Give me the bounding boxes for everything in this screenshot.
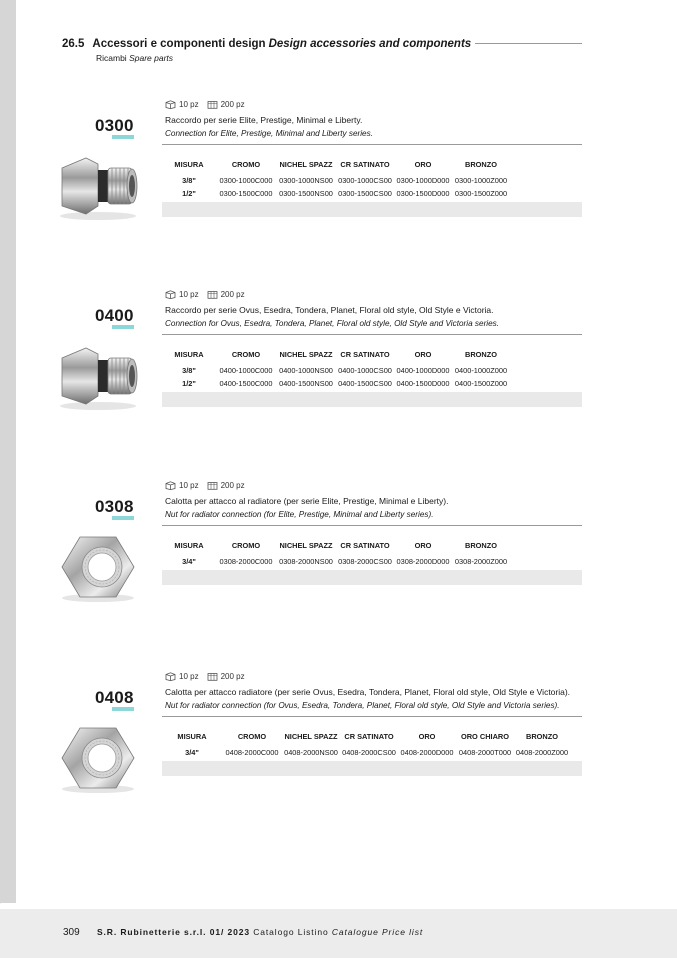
table-row	[162, 746, 582, 759]
table-cell: 0300-1500Z000	[454, 189, 508, 198]
pack-large-qty: 200 pz	[220, 481, 245, 490]
header-rule	[475, 43, 582, 44]
product-description-en: Nut for radiator connection (for Elite, Prestige, Minimal and Liberty series).	[165, 510, 434, 519]
table-header-row	[162, 539, 582, 552]
product-description-en: Nut for radiator connection (for Ovus, Esedra, Tondera, Planet, Floral old style, Old Style and Victoria series).	[165, 701, 560, 710]
description-rule	[162, 334, 582, 335]
table-cell: 0400-1500D000	[396, 379, 450, 388]
table-header-cell: CR SATINATO	[340, 350, 390, 359]
pack-large-qty: 200 pz	[220, 290, 245, 299]
carton-icon	[207, 100, 218, 109]
table-header-cell: BRONZO	[464, 350, 498, 359]
product-0300	[0, 100, 677, 270]
product-description: Raccordo per serie Elite, Prestige, Minimal e Liberty.	[165, 115, 363, 125]
description-rule	[162, 525, 582, 526]
table-cell: 0400-1000CS00	[338, 366, 392, 375]
table-row	[162, 555, 582, 568]
table-header-cell: NICHEL SPAZZ	[279, 541, 333, 550]
table-cell: 1/2"	[182, 379, 196, 388]
table-header-cell: CROMO	[237, 732, 267, 741]
product-description-en: Connection for Elite, Prestige, Minimal and Liberty series.	[165, 129, 373, 138]
box-icon	[165, 481, 176, 490]
table-header-cell: CR SATINATO	[340, 541, 390, 550]
pack-large-qty: 200 pz	[220, 672, 245, 681]
box-icon	[165, 100, 176, 109]
table-header-cell: CR SATINATO	[344, 732, 394, 741]
product-code: 0400	[95, 306, 134, 325]
table-header-cell: MISURA	[174, 541, 204, 550]
table-cell: 3/4"	[182, 557, 196, 566]
price-table	[162, 348, 582, 407]
product-code: 0408	[95, 688, 134, 707]
box-icon	[165, 672, 176, 681]
product-description-en: Connection for Ovus, Esedra, Tondera, Planet, Floral old style, Old Style and Victoria series.	[165, 319, 500, 328]
table-header-cell: NICHEL SPAZZ	[279, 350, 333, 359]
box-icon	[165, 290, 176, 299]
table-cell: 0300-1500NS00	[279, 189, 333, 198]
product-description: Raccordo per serie Ovus, Esedra, Tondera, Planet, Floral old style, Old Style e Victoria.	[165, 305, 494, 315]
table-header-cell: CROMO	[231, 160, 261, 169]
table-header-row	[162, 348, 582, 361]
left-strip-corner	[0, 880, 16, 904]
table-header-cell: BRONZO	[464, 541, 498, 550]
product-0400	[0, 290, 677, 460]
carton-icon	[207, 481, 218, 490]
table-header-cell: BRONZO	[525, 732, 559, 741]
description-rule	[162, 144, 582, 145]
footer-catalog: Catalogo Listino	[253, 927, 329, 937]
table-cell: 0400-1000D000	[396, 366, 450, 375]
table-header-cell: ORO	[414, 350, 432, 359]
table-cell: 0300-1500CS00	[338, 189, 392, 198]
table-header-cell: ORO CHIARO	[460, 732, 510, 741]
packaging-info	[165, 481, 245, 490]
table-header-row	[162, 158, 582, 171]
table-cell: 0400-1500CS00	[338, 379, 392, 388]
table-cell: 0408-2000D000	[400, 748, 454, 757]
table-cell: 0300-1000D000	[396, 176, 450, 185]
table-cell: 0400-1500NS00	[279, 379, 333, 388]
product-description: Calotta per attacco radiatore (per serie Ovus, Esedra, Tondera, Planet, Floral old style, Old Style e Victoria).	[165, 687, 571, 697]
table-cell: 0408-2000CS00	[342, 748, 396, 757]
product-photo	[52, 340, 144, 412]
table-cell: 0300-1000NS00	[279, 176, 333, 185]
table-cell: 0308-2000CS00	[338, 557, 392, 566]
table-cell: 0408-2000C000	[225, 748, 279, 757]
table-header-cell: CR SATINATO	[340, 160, 390, 169]
footer-edition: 01/ 2023	[209, 927, 250, 937]
table-row	[162, 174, 582, 187]
carton-icon	[207, 290, 218, 299]
table-cell: 0408-2000T000	[458, 748, 512, 757]
table-header-cell: ORO	[418, 732, 436, 741]
packaging-info	[165, 100, 245, 109]
section-title: Accessori e componenti design	[92, 38, 266, 50]
table-shaded-row	[162, 202, 582, 217]
table-cell: 0308-2000C000	[219, 557, 273, 566]
table-cell: 3/4"	[185, 748, 199, 757]
footer-catalog-en: Catalogue Price list	[331, 927, 424, 937]
table-cell: 0300-1000CS00	[338, 176, 392, 185]
description-rule	[162, 716, 582, 717]
pack-small-qty: 10 pz	[179, 100, 199, 109]
footer-company: S.R. Rubinetterie s.r.l.	[96, 927, 207, 937]
page-number: 309	[63, 927, 80, 938]
table-shaded-row	[162, 392, 582, 407]
table-cell: 0300-1500C000	[219, 189, 273, 198]
product-photo	[52, 531, 144, 603]
table-row	[162, 377, 582, 390]
section-title-en: Design accessories and components	[268, 38, 472, 50]
table-header-cell: NICHEL SPAZZ	[279, 160, 333, 169]
packaging-info	[165, 290, 245, 299]
table-header-cell: BRONZO	[464, 160, 498, 169]
product-0408	[0, 672, 677, 842]
table-cell: 0300-1500D000	[396, 189, 450, 198]
table-header-cell: CROMO	[231, 350, 261, 359]
subtitle-it: Ricambi	[96, 53, 127, 63]
table-cell: 0308-2000NS00	[279, 557, 333, 566]
page-footer	[0, 909, 677, 958]
section-subtitle	[62, 53, 582, 63]
table-cell: 0400-1000C000	[219, 366, 273, 375]
product-code: 0308	[95, 497, 134, 516]
table-cell: 3/8"	[182, 176, 196, 185]
table-shaded-row	[162, 761, 582, 776]
footer-text	[63, 927, 423, 938]
table-cell: 0408-2000Z000	[515, 748, 569, 757]
product-photo	[52, 722, 144, 794]
table-shaded-row	[162, 570, 582, 585]
table-row	[162, 364, 582, 377]
table-header-cell: MISURA	[177, 732, 207, 741]
product-description: Calotta per attacco al radiatore (per serie Elite, Prestige, Minimal e Liberty).	[165, 496, 449, 506]
section-number: 26.5	[62, 38, 85, 50]
pack-small-qty: 10 pz	[179, 672, 199, 681]
table-cell: 0400-1500Z000	[454, 379, 508, 388]
pack-small-qty: 10 pz	[179, 481, 199, 490]
table-cell: 0308-2000D000	[396, 557, 450, 566]
table-header-cell: CROMO	[231, 541, 261, 550]
product-photo	[52, 150, 144, 222]
table-row	[162, 187, 582, 200]
table-cell: 0408-2000NS00	[284, 748, 338, 757]
price-table	[162, 539, 582, 585]
pack-small-qty: 10 pz	[179, 290, 199, 299]
table-header-cell: MISURA	[174, 350, 204, 359]
table-cell: 3/8"	[182, 366, 196, 375]
table-cell: 1/2"	[182, 189, 196, 198]
table-cell: 0400-1000NS00	[279, 366, 333, 375]
pack-large-qty: 200 pz	[220, 100, 245, 109]
subtitle-en: Spare parts	[129, 53, 174, 63]
table-header-row	[162, 730, 582, 743]
price-table	[162, 730, 582, 776]
table-header-cell: NICHEL SPAZZ	[284, 732, 338, 741]
table-cell: 0400-1000Z000	[454, 366, 508, 375]
product-0308	[0, 481, 677, 651]
table-header-cell: MISURA	[174, 160, 204, 169]
table-cell: 0308-2000Z000	[454, 557, 508, 566]
packaging-info	[165, 672, 245, 681]
section-header	[62, 38, 582, 63]
table-cell: 0400-1500C000	[219, 379, 273, 388]
table-header-cell: ORO	[414, 160, 432, 169]
table-header-cell: ORO	[414, 541, 432, 550]
carton-icon	[207, 672, 218, 681]
product-code: 0300	[95, 116, 134, 135]
table-cell: 0300-1000Z000	[454, 176, 508, 185]
price-table	[162, 158, 582, 217]
table-cell: 0300-1000C000	[219, 176, 273, 185]
